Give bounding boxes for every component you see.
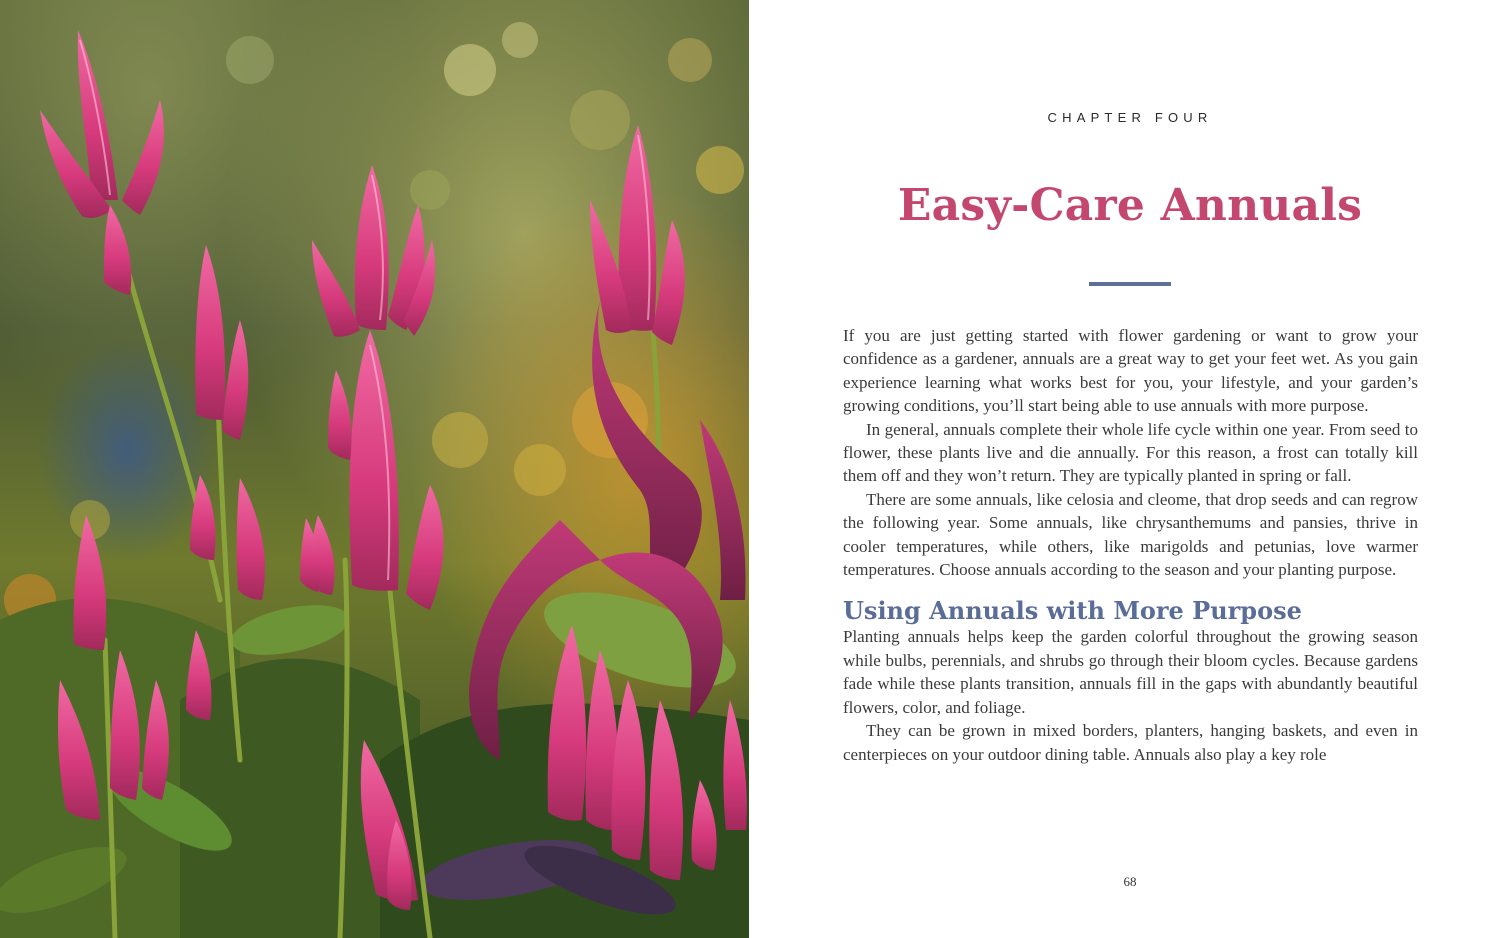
title-divider <box>1089 282 1171 286</box>
celosia-flowers-photo <box>0 0 749 938</box>
chapter-label: CHAPTER FOUR <box>1047 110 1213 125</box>
page-number: 68 <box>1123 874 1137 889</box>
paragraph: They can be grown in mixed borders, planters, hanging baskets, and even in centerpieces on your outdoor dining table. Annuals also play a key role <box>843 721 1418 764</box>
paragraph: Planting annuals helps keep the garden colorful throughout the growing season while bulbs, perennials, and shrubs go through their bloom cycles. Because gardens fade while these plants transition, annuals fill in the gaps with abundantly beautiful flowers, color, and foliage. <box>843 627 1418 717</box>
photo-illustration <box>0 0 749 938</box>
text-page <box>749 0 1500 938</box>
paragraph: If you are just getting started with flower gardening or want to grow your confidence as a gardener, annuals are a great way to get your feet wet. As you gain experience learning what works best for you, your lifestyle, and your garden’s growing conditions, you’ll start being able to use annuals with more purpose. <box>843 326 1418 416</box>
paragraph: In general, annuals complete their whole life cycle within one year. From seed to flower, these plants live and die annually. For this reason, a frost can totally kill them off and they won’t return. They are typically planted in spring or fall. <box>843 419 1418 486</box>
section-heading: Using Annuals with More Purpose <box>843 596 1302 626</box>
body-text <box>843 324 1418 766</box>
paragraph: There are some annuals, like celosia and cleome, that drop seeds and can regrow the following year. Some annuals, like chrysanthemums and pansies, thrive in cooler temperatures, while others, like marigolds and petunias, love warmer temperatures. Choose annuals according to the season and your planting purpose. <box>843 489 1418 580</box>
chapter-title: Easy-Care Annuals <box>897 180 1363 231</box>
